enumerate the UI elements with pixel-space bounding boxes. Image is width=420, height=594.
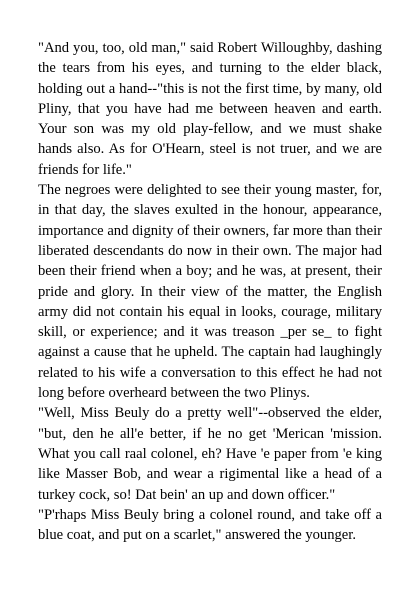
paragraph-younger-pliny-reply: "P'rhaps Miss Beuly bring a colonel round, and take off a blue coat, and put on a scarlet," answered the younger. — [38, 506, 382, 544]
paragraph-negroes-delighted: The negroes were delighted to see their young master, for, in that day, the slaves exulted in the honour, appearance, importance and dignity of their owners, far more than their liberated descendants do now in their own. The major had been their friend when a boy; and he was, at present, their pride and glory. In their view of the matter, the English army did not contain his equal in looks, courage, military skill, or experience; and it was treason _per se_ to fight against a cause that he upheld. The captain had laughingly related to his wife a conversation to this effect he had not long before overheard between the two Plinys. — [38, 182, 382, 402]
paragraph-robert-willoughby-speech: "And you, too, old man," said Robert Willoughby, dashing the tears from his eyes, and turning to the elder black, holding out a hand--"this is not the first time, by many, old Pliny, that you have had me between heaven and earth. Your son was my old play-fellow, and we must shake hands also. As for O'Hearn, steel is not truer, and we are friends for life." — [38, 40, 382, 178]
book-page — [38, 38, 382, 545]
paragraph-elder-pliny-speech: "Well, Miss Beuly do a pretty well"--observed the elder, "but, den he all'e better, if he no get 'Merican 'mission. What you call raal colonel, eh? Have 'e paper from 'e king like Masser Bob, and wear a rigimental like a head of a turkey cock, so! Dat bein' an up and down officer." — [38, 405, 382, 503]
